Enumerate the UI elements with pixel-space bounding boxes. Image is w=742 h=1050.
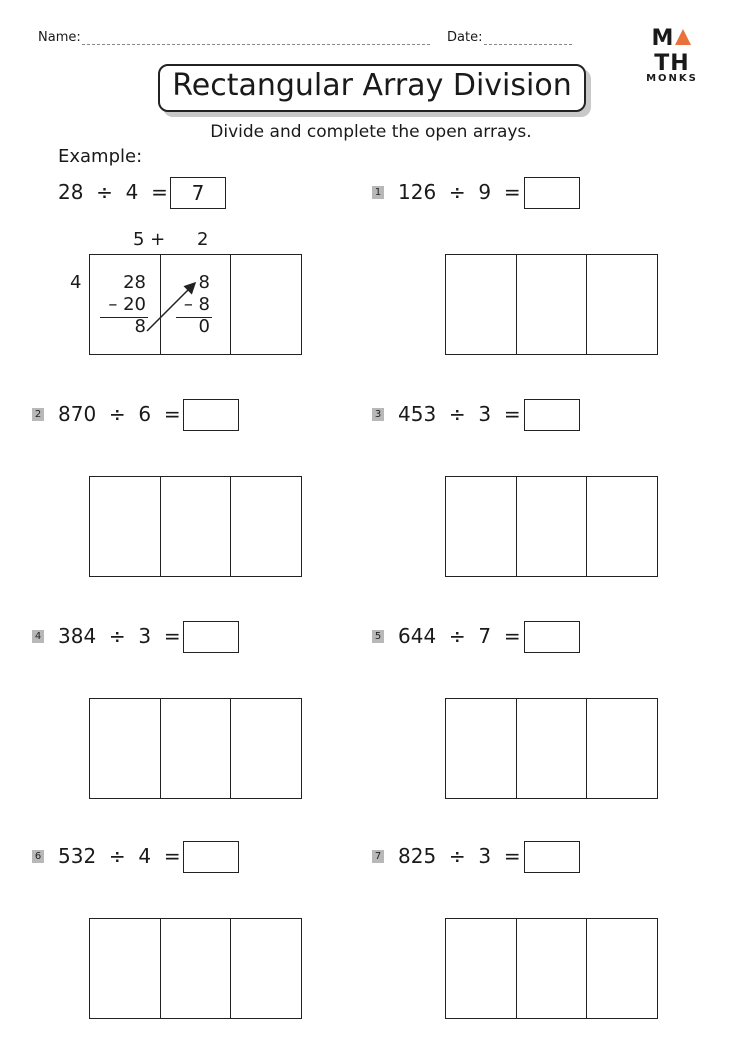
problem-equation: 453 ÷ 3 = (398, 402, 521, 426)
open-array[interactable] (89, 698, 302, 799)
array-cell[interactable] (517, 477, 588, 576)
open-array[interactable] (445, 254, 658, 355)
answer-box[interactable] (524, 399, 580, 431)
array-cell[interactable] (587, 255, 657, 354)
array-cell[interactable] (231, 477, 301, 576)
array-cell[interactable] (517, 699, 588, 798)
example-label: Example: (58, 146, 143, 167)
open-array[interactable] (445, 698, 658, 799)
example-col1-line1: 28 (123, 272, 146, 293)
math-monks-logo: MTH MONKS (646, 26, 698, 84)
problem-equation: 532 ÷ 4 = (58, 844, 181, 868)
answer-box[interactable] (524, 177, 580, 209)
example-equation: 28 ÷ 4 = (58, 180, 168, 204)
open-array[interactable] (89, 918, 302, 1019)
problem-equation: 384 ÷ 3 = (58, 624, 181, 648)
problem-equation: 825 ÷ 3 = (398, 844, 521, 868)
open-array[interactable] (89, 476, 302, 577)
page-title: Rectangular Array Division (158, 64, 586, 112)
problem-number-badge: 3 (372, 408, 384, 421)
problem-number-badge: 4 (32, 630, 44, 643)
array-cell[interactable] (161, 919, 232, 1018)
open-array[interactable] (445, 918, 658, 1019)
open-array[interactable] (445, 476, 658, 577)
answer-box[interactable] (524, 621, 580, 653)
array-cell[interactable] (231, 699, 301, 798)
example-col2-line2: – 8 (183, 294, 210, 315)
problem-equation: 644 ÷ 7 = (398, 624, 521, 648)
example-answer-box: 7 (170, 177, 226, 209)
array-cell[interactable] (90, 919, 161, 1018)
array-cell[interactable] (587, 919, 657, 1018)
array-cell[interactable] (161, 699, 232, 798)
example-col2-line1: 8 (198, 272, 210, 293)
problem-number-badge: 6 (32, 850, 44, 863)
name-label: Name: (38, 30, 81, 45)
array-cell[interactable] (446, 919, 517, 1018)
array-cell[interactable] (161, 477, 232, 576)
problem-number-badge: 7 (372, 850, 384, 863)
array-cell[interactable] (587, 477, 657, 576)
example-col1-line3: 8 (134, 316, 146, 337)
example-col1-line2: – 20 (108, 294, 146, 315)
problem-number-badge: 5 (372, 630, 384, 643)
example-side-label: 4 (70, 272, 82, 293)
example-top-label-2: 2 (197, 229, 209, 250)
problem-number-badge: 2 (32, 408, 44, 421)
array-cell[interactable] (446, 255, 517, 354)
array-cell[interactable] (587, 699, 657, 798)
array-cell[interactable] (446, 477, 517, 576)
array-cell[interactable] (90, 477, 161, 576)
answer-box[interactable] (524, 841, 580, 873)
array-cell[interactable] (517, 255, 588, 354)
array-cell[interactable] (231, 919, 301, 1018)
array-cell[interactable] (517, 919, 588, 1018)
date-label: Date: (447, 30, 483, 45)
problem-equation: 126 ÷ 9 = (398, 180, 521, 204)
answer-box[interactable] (183, 621, 239, 653)
answer-box[interactable] (183, 399, 239, 431)
example-col2-line3: 0 (198, 316, 210, 337)
array-cell[interactable] (90, 699, 161, 798)
example-top-label-1: 5 + (133, 229, 166, 250)
problem-number-badge: 1 (372, 186, 384, 199)
array-cell[interactable] (446, 699, 517, 798)
instructions: Divide and complete the open arrays. (210, 122, 532, 142)
problem-equation: 870 ÷ 6 = (58, 402, 181, 426)
answer-box[interactable] (183, 841, 239, 873)
